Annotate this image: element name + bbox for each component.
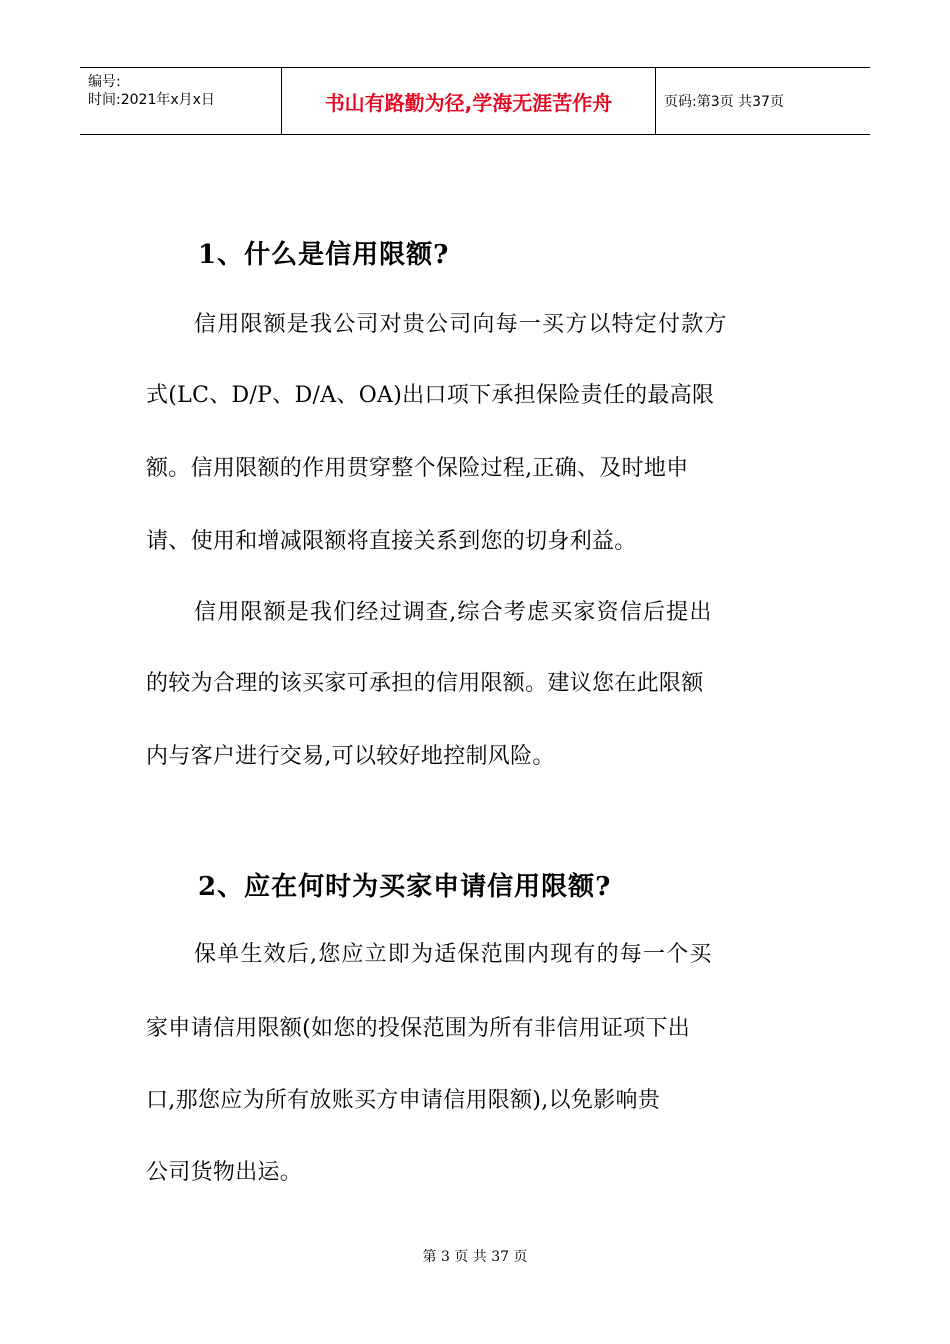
section-1-line-6: 的较为合理的该买家可承担的信用限额。建议您在此限额 — [146, 671, 704, 696]
section-1-line-4: 请、使用和增减限额将直接关系到您的切身利益。 — [146, 529, 637, 554]
section-2-line-4: 公司货物出运。 — [146, 1160, 303, 1185]
header-divider — [655, 68, 656, 134]
number-label: 编号: — [88, 74, 121, 90]
section-1-line-1: 信用限额是我公司对贵公司向每一买方以特定付款方 — [194, 312, 728, 337]
section-1-line-7: 内与客户进行交易,可以较好地控制风险。 — [146, 744, 555, 769]
document-header — [80, 67, 870, 135]
header-meta-cell — [80, 68, 281, 134]
time-label: 时间:2021年x月x日 — [88, 92, 215, 108]
section-1-line-5: 信用限额是我们经过调查,综合考虑买家资信后提出 — [194, 600, 713, 625]
section-1-line-2: 式(LC、D/P、D/A、OA)出口项下承担保险责任的最高限 — [146, 383, 715, 408]
section-2-line-3: 口,那您应为所有放账买方申请信用限额),以免影响贵 — [146, 1088, 661, 1113]
header-page-info: 页码:第3页 共37页 — [664, 94, 784, 110]
header-motto: 书山有路勤为径,学海无涯苦作舟 — [324, 90, 613, 115]
section-2-heading: 2、应在何时为买家申请信用限额? — [198, 872, 612, 902]
section-2-line-2: 家申请信用限额(如您的投保范围为所有非信用证项下出 — [146, 1016, 691, 1041]
section-1-heading: 1、什么是信用限额? — [198, 240, 450, 270]
section-1-line-3: 额。信用限额的作用贯穿整个保险过程,正确、及时地申 — [146, 456, 689, 481]
section-2-line-1: 保单生效后,您应立即为适保范围内现有的每一个买 — [194, 942, 713, 967]
page-footer: 第 3 页 共 37 页 — [422, 1249, 528, 1265]
